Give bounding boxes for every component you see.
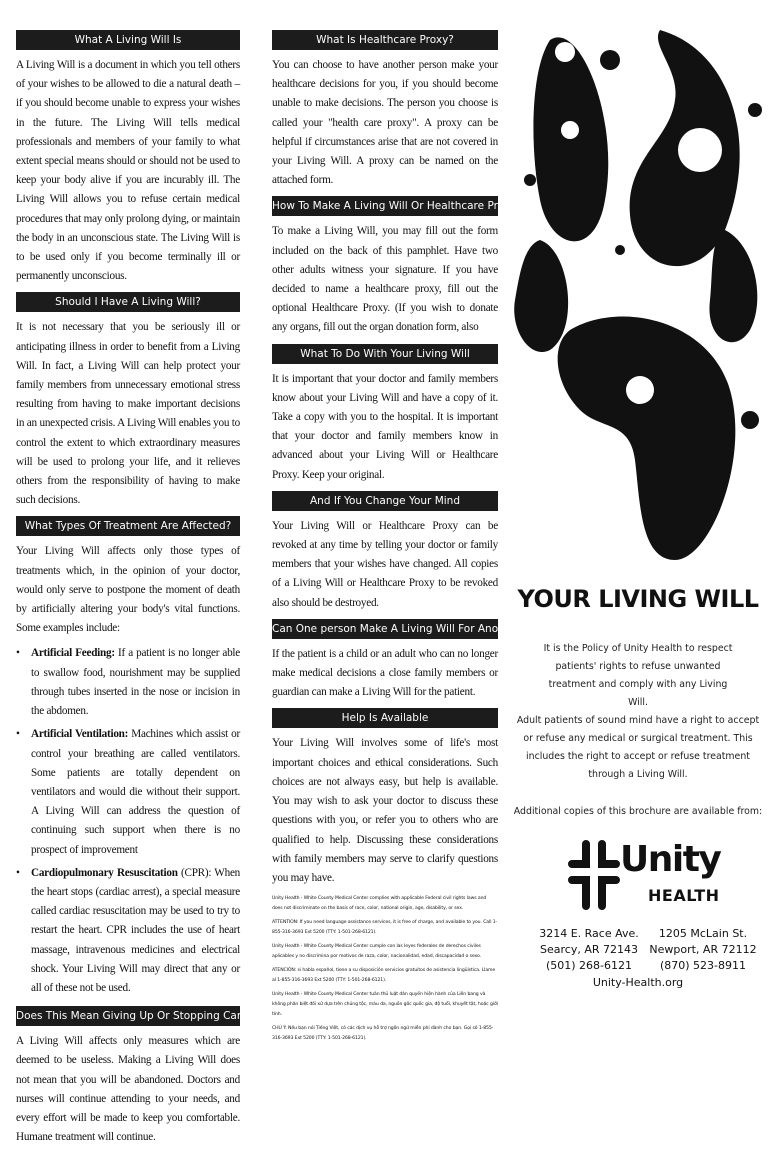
heading-treatment-types: What Types Of Treatment Are Affected? <box>16 516 240 536</box>
bullet-text: (CPR): When the heart stops (cardiac arrest), a special measure called cardiac resuscitation may be used to try to restart the heart. CPR includes the use of heart massage, intravenous medicines and electrical shock. Your Living Will may direct that any or all of these not be used. <box>31 866 241 994</box>
heading-one-for-another: Can One person Make A Living Will For Another? <box>272 619 498 639</box>
notice-line: Unity Health - White County Medical Center complies with applicable Federal civil rights laws and does not discriminate on the basis of race, color, national origin, age, disability, or sex. <box>272 896 487 912</box>
cover-panel <box>510 0 766 1024</box>
heading-how-to-make: How To Make A Living Will Or Healthcare Proxy <box>272 196 498 216</box>
healthcare-proxy-text: You can choose to have another person make your healthcare decisions for you, if you should become unable to make decisions. The person you choose is called your "health care proxy". A proxy can be helpful if circumstances arise that are not covered in your Living Will. A proxy can be named on the attached form. <box>272 59 498 187</box>
bullet-term: Cardiopulmonary Resuscitation <box>31 866 178 879</box>
living-will-definition-text: A Living Will is a document in which you tell others of your wishes to be allowed to die a natural death – if you should become unable to express your wishes in the future. The Living Will tells medical professionals and members of your family to what extent special means should or should not be used to keep your body alive if you are incurably ill. The Living Will allows you to refuse certain medical procedures that may only prolong dying, or maintain the body in an unconscious state. The Living Will is to be used only if you become terminally ill or permanently unconscious. <box>16 59 240 283</box>
how-to-make-text: To make a Living Will, you may fill out the form included on the back of this pamphlet. Have two other adults witness your signature. If you have decided to name a healthcare proxy, fill out the optional Healthcare Proxy. (If you wish to donate any organs, fill out the organ donation form, also <box>272 225 498 334</box>
list-item <box>16 864 240 998</box>
notice-line: Unity Health - White County Medical Center cumple con las leyes federales de derechos civiles aplicables y no discrimina por motivos de raza, color, nacionalidad, edad, discapacidad o sexo. <box>272 944 481 960</box>
nondiscrimination-notice <box>272 894 498 1044</box>
treatment-list <box>16 644 240 998</box>
heading-giving-up-care: Does This Mean Giving Up Or Stopping Care? <box>16 1006 240 1026</box>
heading-what-to-do: What To Do With Your Living Will <box>272 344 498 364</box>
giving-up-care-text: A Living Will affects only measures which are deemed to be useless. Making a Living Will does not mean that you will be abandoned. Doctors and nurses will continue attending to your needs, and every effort will be made to keep you comfortable. Humane treatment will continue. <box>16 1035 240 1144</box>
address-street: 3214 E. Race Ave. <box>539 927 639 940</box>
patient-rights-statement: Adult patients of sound mind have a right to accept or refuse any medical or surgical treatment. This includes the right to accept or refuse treatment through a Living Will. <box>516 715 760 780</box>
heading-help-available: Help Is Available <box>272 708 498 728</box>
brochure-title: YOUR LIVING WILL <box>517 585 759 613</box>
one-for-another-text: If the patient is a child or an adult who can no longer make medical decisions a close family members or guardian can make a Living Will for the patient. <box>272 647 498 699</box>
column-middle <box>272 30 526 1048</box>
unity-health-logo <box>568 836 728 916</box>
bullet-term: Artificial Feeding: <box>31 647 115 660</box>
address-city: Newport, AR 72112 <box>649 943 757 956</box>
logo-subtitle: HEALTH <box>648 886 720 905</box>
policy-statement: It is the Policy of Unity Health to respect patients' rights to refuse unwanted treatment and comply with any Living Will. <box>543 643 733 708</box>
address-searcy <box>530 926 648 974</box>
address-city: Searcy, AR 72143 <box>540 943 638 956</box>
bullet-icon: • <box>16 647 20 660</box>
decorative-drop-art <box>510 0 766 580</box>
bullet-icon: • <box>16 728 20 741</box>
additional-copies-note: Additional copies of this brochure are available from: <box>513 806 763 817</box>
logo-wordmark: Unity <box>620 839 721 880</box>
notice-line: CHÚ Ý: Nếu bạn nói Tiếng Việt, có các dịch vụ hỗ trợ ngôn ngữ miễn phí dành cho bạn. Gọi số 1-855-316-3693 Ext 5200 (TTY: 1-501-268-6121). <box>272 1026 494 1042</box>
address-street: 1205 McLain St. <box>658 927 748 940</box>
change-your-mind-text: Your Living Will or Healthcare Proxy can be revoked at any time by telling your doctor or family members that your wishes have changed. All copies of a Living Will or Healthcare Proxy to be revoked also should be destroyed. <box>272 519 498 609</box>
list-item <box>16 725 240 859</box>
column-left <box>16 30 253 1153</box>
heading-healthcare-proxy: What Is Healthcare Proxy? <box>272 30 498 50</box>
should-i-have-text: It is not necessary that you be seriously ill or anticipating illness in order to benefit from a Living Will. In fact, a Living Will can help protect your family members from unnecessary emotional stress resulting from having to make important decisions in an unexpected crisis. A Living Will enables you to control the extent to which extraordinary measures will be used to prolong your life, and it relieves others from the responsibility of having to make such decisions. <box>16 321 240 507</box>
notice-line: Unity Health - White County Medical Center tuân thủ luật dân quyền hiện hành của Liên bang và không phân biệt đối xử dựa trên chủng tộc, màu da, nguồn gốc quốc gia, độ tuổi, khuyết tật, hoặc giới tính. <box>272 992 498 1018</box>
bullet-text: If a patient is no longer able to swallow food, nourishment may be supplied through tubes inserted in the nose or incision in the abdomen. <box>31 647 241 718</box>
address-phone: (870) 523-8911 <box>659 959 747 972</box>
heading-what-a-living-will-is: What A Living Will Is <box>16 30 240 50</box>
cross-mark-icon <box>568 836 620 916</box>
help-available-text: Your Living Will involves some of life's most important choices and ethical considerations. Such choices are not always easy, but help is available. You may wish to ask your doctor to discuss these questions with you, or refer you to others who are qualified to help. Discussing these considerations with family members may serve to clarify questions you may have. <box>272 737 498 884</box>
website-link[interactable]: Unity-Health.org <box>592 976 684 989</box>
bullet-icon: • <box>16 866 20 879</box>
address-phone: (501) 268-6121 <box>545 959 633 972</box>
bullet-term: Artificial Ventilation: <box>31 728 129 741</box>
heading-should-i-have: Should I Have A Living Will? <box>16 292 240 312</box>
notice-line: ATENCIÓN: si habla español, tiene a su disposición servicios gratuitos de asistencia lingüística. Llame al 1-855-316-3693 Ext 5200 (TTY: 1-501-268-6121). <box>272 968 496 984</box>
bullet-text: Machines which assist or control your breathing are called ventilators. Some patients are totally dependent on ventilators and would die without their support. A Living Will can address the question of continuing such support when there is no prospect of improvement <box>31 728 240 856</box>
address-newport <box>644 926 762 974</box>
treatment-types-text: Your Living Will affects only those types of treatments which, in the opinion of your doctor, would only serve to postpone the moment of death by artificially altering your body's vital functions. Some examples include: <box>16 545 240 635</box>
list-item <box>16 644 240 721</box>
notice-line: ATTENTION: If you need language assistance services, it is free of charge, and available to you. Call 1-855-316-3693 Ext 5200 (TTY: 1-501-268-6121). <box>272 920 498 936</box>
heading-change-your-mind: And If You Change Your Mind <box>272 491 498 511</box>
what-to-do-text: It is important that your doctor and family members know about your Living Will and have a copy of it. Take a copy with you to the hospital. It is important that your doctor and family members know in advanced about your Living Will or Healthcare Proxy. Keep your original. <box>272 372 498 481</box>
